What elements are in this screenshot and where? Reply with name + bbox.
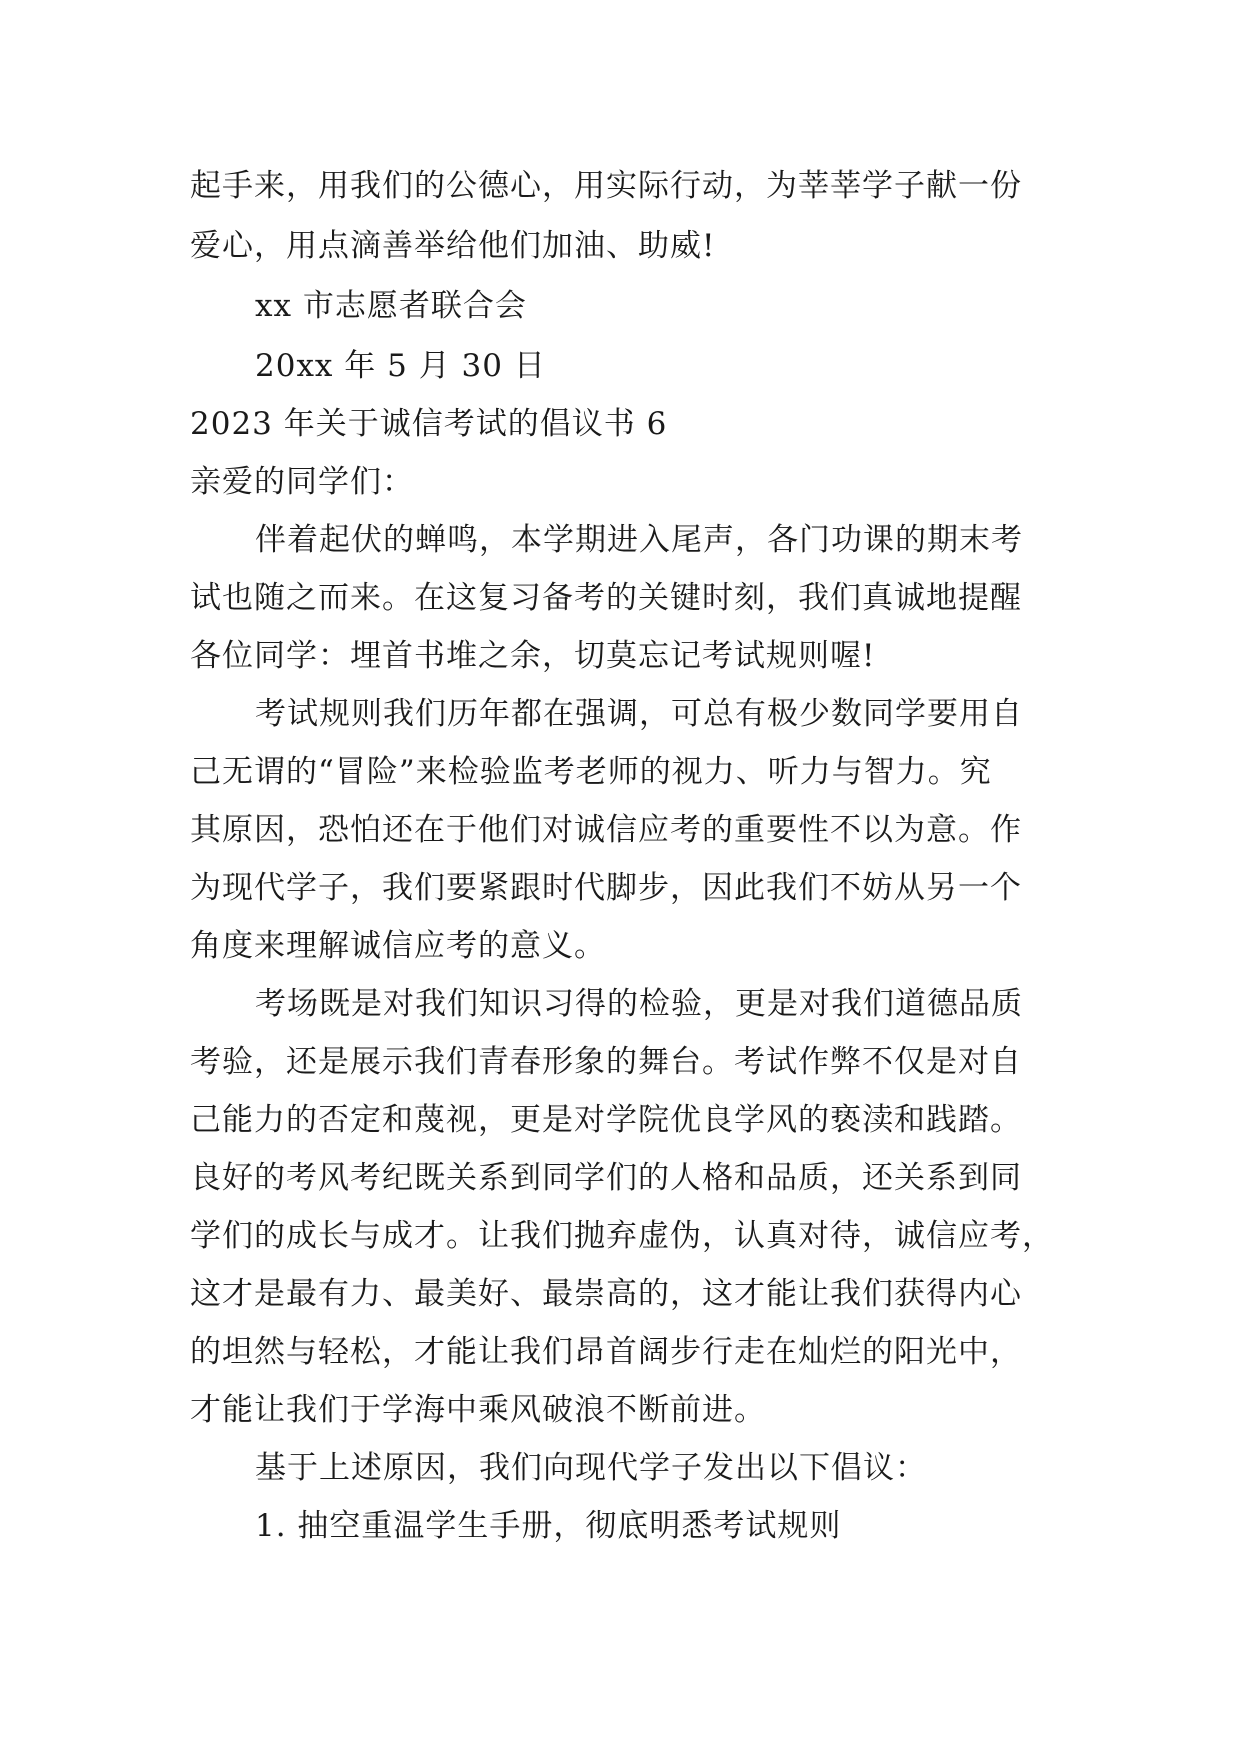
paragraph-line: 为现代学子，我们要紧跟时代脚步，因此我们不妨从另一个 — [190, 870, 1022, 906]
paragraph-line: 这才是最有力、最美好、最崇高的，这才能让我们获得内心 — [190, 1276, 1022, 1312]
salutation: 亲爱的同学们： — [190, 464, 414, 500]
paragraph-line: 良好的考风考纪既关系到同学们的人格和品质，还关系到同 — [190, 1160, 1022, 1196]
paragraph-line: 基于上述原因，我们向现代学子发出以下倡议： — [255, 1450, 927, 1486]
paragraph-line: 起手来，用我们的公德心，用实际行动，为莘莘学子献一份 — [190, 168, 1022, 204]
paragraph-line: 爱心，用点滴善举给他们加油、助威! — [190, 228, 716, 264]
paragraph-line: 考试规则我们历年都在强调，可总有极少数同学要用自 — [255, 696, 1023, 732]
paragraph-line: 学们的成长与成才。让我们抛弃虚伪，认真对待，诚信应考， — [190, 1218, 1054, 1254]
paragraph-line: 伴着起伏的蝉鸣，本学期进入尾声，各门功课的期末考 — [255, 522, 1023, 558]
paragraph-line: 考验，还是展示我们青春形象的舞台。考试作弊不仅是对自 — [190, 1044, 1022, 1080]
paragraph-line: 才能让我们于学海中乘风破浪不断前进。 — [190, 1392, 766, 1428]
paragraph-line: 己无谓的“冒险”来检验监考老师的视力、听力与智力。究 — [190, 754, 992, 790]
list-item: 1. 抽空重温学生手册，彻底明悉考试规则 — [255, 1508, 842, 1544]
paragraph-line: 其原因，恐怕还在于他们对诚信应考的重要性不以为意。作 — [190, 812, 1022, 848]
paragraph-line: 各位同学：埋首书堆之余，切莫忘记考试规则喔! — [190, 638, 876, 674]
paragraph-line: 的坦然与轻松，才能让我们昂首阔步行走在灿烂的阳光中， — [190, 1334, 1022, 1370]
paragraph-line: 试也随之而来。在这复习备考的关键时刻，我们真诚地提醒 — [190, 580, 1022, 616]
section-title: 2023 年关于诚信考试的倡议书 6 — [190, 406, 668, 442]
paragraph-line: 角度来理解诚信应考的意义。 — [190, 928, 606, 964]
paragraph-line: 考场既是对我们知识习得的检验，更是对我们道德品质 — [255, 986, 1023, 1022]
signature-date: 20xx 年 5 月 30 日 — [255, 348, 546, 384]
signature-organization: xx 市志愿者联合会 — [255, 288, 527, 324]
paragraph-line: 己能力的否定和蔑视，更是对学院优良学风的亵渎和践踏。 — [190, 1102, 1022, 1138]
